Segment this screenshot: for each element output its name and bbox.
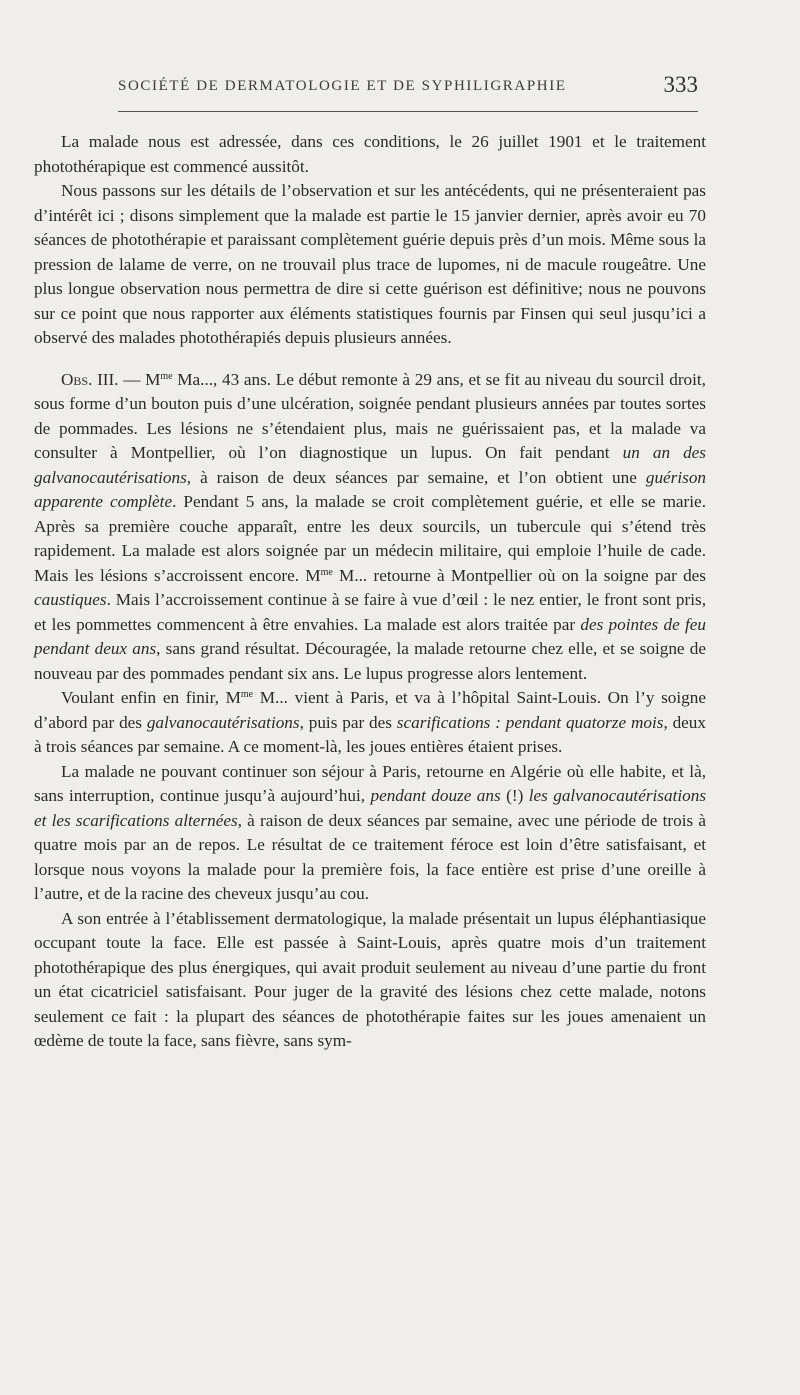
- p5-text-2: (!): [500, 786, 529, 805]
- paragraph-1: [34, 130, 706, 179]
- p5-text-1: La malade ne pouvant continuer son séjour à Paris, retourne en Algérie où elle habite, et là, sans interruption, continue jusqu’à aujourd’hui,: [34, 761, 706, 805]
- obs-text-1: . III. — M: [88, 369, 161, 389]
- running-head: SOCIÉTÉ DE DERMATOLOGIE ET DE SYPHILIGRAPHIE: [118, 78, 567, 94]
- page-number: 333: [663, 72, 698, 97]
- p4-text-4: , deux à trois séances par semaine. A ce moment-là, les joues entières étaient prises.: [34, 712, 706, 756]
- p4-italic-1: galvanocautérisations: [146, 712, 300, 732]
- page-header: [118, 72, 698, 102]
- p5-text-3: , à raison de deux séances par semaine, avec une période de trois à quatre mois par an de repos. Le résultat de ce traitement féroce est loin d’être satisfaisant, et lorsque nous voyons la malade pour la première fois, la face entière est prise d’une oreille à l’autre, et de la racine des cheveux jusqu’au cou.: [34, 810, 707, 903]
- obs-text-3: , à raison de deux séances par semaine, et l’on obtient une: [186, 467, 646, 487]
- obs-label: Obs: [61, 369, 89, 389]
- superscript-me: me: [160, 370, 173, 382]
- header-rule: [118, 111, 698, 112]
- obs-text-5: M... retourne à Montpellier où on la soigne par des: [332, 565, 706, 585]
- p4-text-2: M... vient à Paris, et va à l’hôpital Saint-Louis. On l’y soigne d’abord par des: [34, 688, 706, 732]
- paragraph-2-text: Nous passons sur les détails de l’observation et sur les antécédents, qui ne présenteraient pas d’intérêt ici ; disons simplement que la malade est partie le 15 janvier dernier, après avoir eu 70 séances de photothérapie et paraissant complètement guérie depuis près d’un mois. Même sous la pression de lalame de verre, on ne trouvail plus trace de lupomes, ni de macule rougeâtre. Une plus longue observation nous permettra de dire si cette guérison est définitive; nous ne pouvons sur ce point que nous rapporter aux éléments statistiques fournis par Finsen qui seul jusqu’ici a observé des malades photothérapiés depuis plusieurs années.: [34, 181, 706, 347]
- obs-italic-1: un an des galvanocautérisations: [34, 443, 706, 487]
- p6-text-1: A son entrée à l’établissement dermatologique, la malade présentait un lupus éléphantiasique occupant toute la face. Elle est passée à Saint-Louis, après quatre mois d’un traitement photothérapique des plus énergiques, qui avait produit seulement au niveau d’une partie du front un état cicatriciel satisfaisant. Pour juger de la gravité des lésions chez cette malade, notons seulement ce fait : la plupart des séances de photothérapie faites sur les joues amenaient un œdème de toute la face, sans fièvre, sans sym-: [34, 908, 706, 1050]
- p5-italic-2: les galvanocautérisations et les scarifications alternées: [34, 786, 707, 830]
- obs-text-2: Ma..., 43 ans. Le début remonte à 29 ans, et se fit au niveau du sourcil droit, sous forme d’un bouton puis d’une ulcération, soignée pendant plusieurs années par toutes sortes de pommades. Les lésions ne s’étendaient plus, mais ne guérissaient pas, et la malade va consulter à Montpellier, où l’on diagnostique un lupus. On fait pendant: [34, 369, 706, 462]
- obs-italic-2: guérison apparente complète: [34, 467, 706, 511]
- p4-italic-2: scarifications : pendant quatorze mois: [396, 712, 664, 732]
- paragraph-5: [34, 760, 706, 907]
- paragraph-1-text: La malade nous est adressée, dans ces conditions, le 26 juillet 1901 et le traitement photothérapique est commencé aussitôt.: [34, 132, 706, 176]
- obs-italic-3: caustiques: [34, 590, 107, 609]
- superscript-me: me: [320, 566, 333, 578]
- paragraph-observation-3: [34, 368, 706, 687]
- obs-text-6: . Mais l’accroissement continue à se faire à vue d’œil : le nez entier, le front sont pris, et les pommettes commencent à être envahies. La malade est alors traitée par: [34, 590, 706, 634]
- body-text: [34, 130, 706, 1054]
- p4-text-3: , puis par des: [299, 712, 397, 732]
- paragraph-4: [34, 686, 706, 760]
- superscript-me: me: [240, 689, 254, 700]
- paragraph-6: [34, 907, 706, 1054]
- p4-text-1: Voulant enfin en finir, M: [61, 688, 241, 707]
- obs-italic-4: des pointes de feu pendant deux ans: [34, 614, 706, 658]
- obs-text-7: , sans grand résultat. Découragée, la malade retourne chez elle, et se soigne de nouveau par des pommades pendant six ans. Le lupus progresse alors lentement.: [34, 639, 706, 683]
- obs-text-4: . Pendant 5 ans, la malade se croit complètement guérie, et elle se marie. Après sa première couche apparaît, entre les deux sourcils, un tubercule qui s’étend très rapidement. La malade est alors soignée par un médecin militaire, qui emploie l’huile de cade. Mais les lésions s’accroissent encore. M: [34, 492, 706, 585]
- paragraph-2: [34, 179, 706, 351]
- p5-italic-1: pendant douze ans: [370, 786, 501, 805]
